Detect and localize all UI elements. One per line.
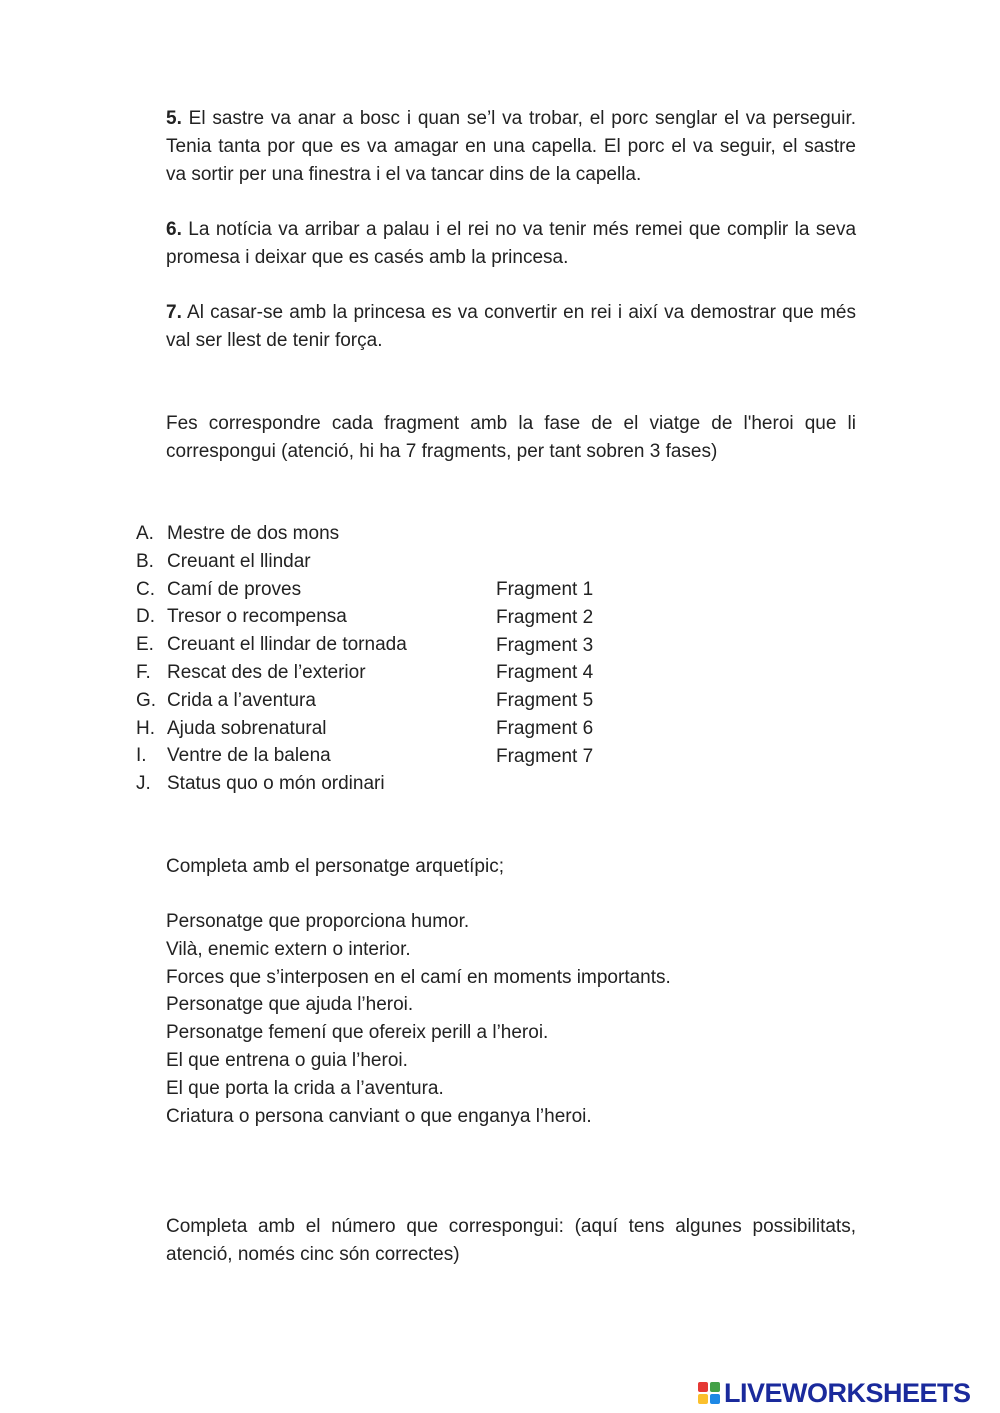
phase-letter: E.: [136, 634, 154, 656]
fragment-text: La notícia va arribar a palau i el rei no va tenir més remei que complir la seva promesa i deixar que es casés amb la princesa.: [166, 219, 857, 268]
archetype-line: Criatura o persona canviant o que enganya l’heroi.: [166, 1105, 592, 1127]
archetype-list: [166, 908, 671, 1130]
phase-letter: A.: [136, 523, 154, 544]
phase-label: Ventre de la balena: [167, 745, 331, 767]
list-item: [136, 770, 656, 798]
archetype-line: Vilà, enemic extern o interior.: [166, 938, 411, 960]
phase-letter: B.: [136, 550, 154, 572]
fragment-label: Fragment 4: [496, 662, 594, 684]
fragment-number: 5.: [166, 108, 182, 129]
fragment-label: Fragment 1: [496, 579, 594, 600]
archetype-line: Personatge que proporciona humor.: [166, 911, 470, 932]
archetype-line: El que entrena o guia l’heroi.: [166, 1049, 408, 1071]
fragment-label: Fragment 3: [496, 634, 594, 656]
phase-label: Creuant el llindar de tornada: [167, 634, 407, 656]
instruction-archetype: Completa amb el personatge arquetípic;: [166, 856, 504, 877]
list-item: [136, 520, 656, 548]
fragment-5: [166, 105, 856, 189]
logo-square: [698, 1382, 708, 1392]
fragment-text: El sastre va anar a bosc i quan se’l va trobar, el porc senglar el va perseguir. Tenia tanta por que es va amagar en una capella. El porc el va seguir, el sastre va sortir per una finestra i el va tancar dins de la capella.: [166, 108, 856, 185]
instruction-number: Completa amb el número que correspongui: (aquí tens algunes possibilitats, atenció, només cinc són correctes): [166, 1216, 856, 1265]
logo-square: [710, 1394, 720, 1404]
phase-letter: D.: [136, 606, 155, 628]
fragment-label: Fragment 2: [496, 606, 594, 628]
fragment-label: Fragment 6: [496, 717, 594, 739]
list-item: [136, 548, 656, 576]
phase-label: Status quo o món ordinari: [167, 773, 385, 795]
phase-label: Crida a l’aventura: [167, 689, 316, 711]
phase-label: Creuant el llindar: [167, 550, 311, 572]
fragment-label: Fragment 7: [496, 745, 594, 767]
fragment-number: 7.: [166, 302, 182, 323]
logo-square: [698, 1394, 708, 1404]
logo-grid-icon: [698, 1382, 720, 1404]
phase-letter: J.: [136, 773, 151, 795]
fragment-7: [166, 299, 856, 355]
archetype-line: Personatge que ajuda l’heroi.: [166, 994, 414, 1016]
fragment-label-list: [496, 576, 593, 771]
archetype-line: Forces que s’interposen en el camí en moments importants.: [166, 966, 671, 988]
liveworksheets-logo: [698, 1376, 971, 1410]
fragment-label: Fragment 5: [496, 690, 594, 712]
phase-label: Rescat des de l’exterior: [167, 661, 366, 683]
fragment-6: [166, 216, 856, 272]
fragment-text: Al casar-se amb la princesa es va convertir en rei i així va demostrar que més val ser llest de tenir força.: [166, 302, 856, 351]
phase-letter: I.: [136, 745, 147, 767]
phase-label: Tresor o recompensa: [167, 606, 347, 628]
fragment-number: 6.: [166, 219, 182, 240]
phase-label: Mestre de dos mons: [167, 523, 340, 544]
archetype-line: Personatge femení que ofereix perill a l’heroi.: [166, 1022, 549, 1044]
phase-label: Ajuda sobrenatural: [167, 717, 327, 739]
phase-letter: C.: [136, 578, 155, 600]
archetype-line: El que porta la crida a l’aventura.: [166, 1077, 444, 1099]
phase-label: Camí de proves: [167, 578, 302, 600]
phase-letter: F.: [136, 661, 151, 683]
logo-square: [710, 1382, 720, 1392]
phase-letter: G.: [136, 689, 157, 711]
phase-letter: H.: [136, 717, 155, 739]
instruction-match: Fes correspondre cada fragment amb la fase de el viatge de l'heroi que li correspongui (atenció, hi ha 7 fragments, per tant sobren 3 fases): [166, 413, 856, 462]
logo-text: LIVEWORKSHEETS: [724, 1377, 971, 1408]
